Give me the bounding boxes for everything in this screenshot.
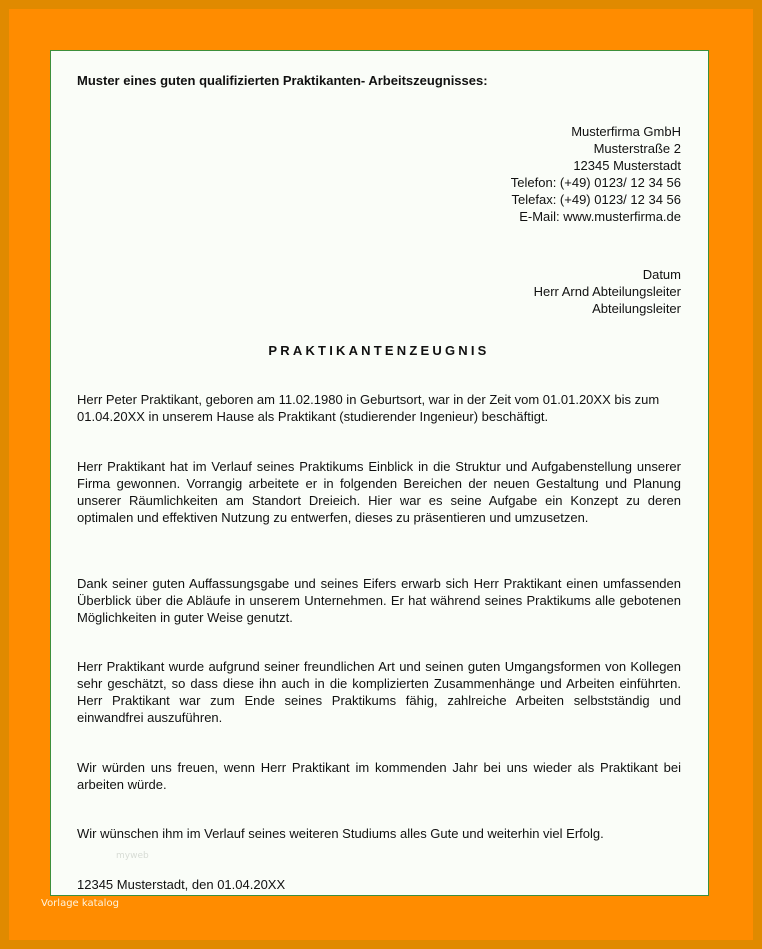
sender-fax: Telefax: (+49) 0123/ 12 34 56 (511, 192, 681, 207)
paragraph-tasks: Herr Praktikant hat im Verlauf seines Praktikums Einblick in die Struktur und Aufgabenstellung unserer Firma gewonnen. Vorrangig arbeitete er in folgenden Bereichen der neuen Gestaltung und Planung unserer Räumlichkeiten am Standort Dreieich. Hier war es seine Aufgabe ein Konzept zu deren optimalen und effektiven Nutzung zu entwerfen, dieses zu präsentieren und umzusetzen. (77, 459, 681, 525)
paragraph-conduct: Herr Praktikant wurde aufgrund seiner freundlichen Art und seinen guten Umgangsformen von Kollegen sehr geschätzt, so dass diese ihn auch in die komplizierten Zusammenhänge und Arbeiten einführten. Herr Praktikant war zum Ende seines Praktikums fähig, zahlreiche Arbeiten selbstständig und einwandfrei auszuführen. (77, 659, 681, 725)
recipient-block (381, 266, 681, 317)
document-sheet (50, 50, 709, 896)
recipient-role: Abteilungsleiter (592, 301, 681, 316)
sender-company: Musterfirma GmbH (571, 124, 681, 139)
recipient-name: Herr Arnd Abteilungsleiter (533, 284, 681, 299)
paragraph-performance: Dank seiner guten Auffassungsgabe und seines Eifers erwarb sich Herr Praktikant einen umfassenden Überblick über die Abläufe in unserem Unternehmen. Er hat während seines Praktikums alle gebotenen Möglichkeiten in guter Weise genutzt. (77, 576, 681, 625)
watermark-text: myweb (116, 851, 149, 861)
sender-email: E-Mail: www.musterfirma.de (519, 209, 681, 224)
sender-city: 12345 Musterstadt (573, 158, 681, 173)
document-title: PRAKTIKANTENZEUGNIS (268, 343, 490, 358)
document-heading: Muster eines guten qualifizierten Praktikanten- Arbeitszeugnisses: (77, 73, 488, 88)
closing-place-date: 12345 Musterstadt, den 01.04.20XX (77, 877, 286, 892)
footer-label: Vorlage katalog (41, 898, 119, 909)
paragraph-rehire: Wir würden uns freuen, wenn Herr Praktikant im kommenden Jahr bei uns wieder als Praktikant bei arbeiten würde. (77, 760, 681, 792)
date-label: Datum (642, 267, 681, 282)
paragraph-wishes: Wir wünschen ihm im Verlauf seines weiteren Studiums alles Gute und weiterhin viel Erfolg. (77, 826, 604, 841)
sender-phone: Telefon: (+49) 0123/ 12 34 56 (510, 175, 681, 190)
sender-address-block (381, 123, 681, 225)
sender-street: Musterstraße 2 (593, 141, 681, 156)
paragraph-intro: Herr Peter Praktikant, geboren am 11.02.1980 in Geburtsort, war in der Zeit vom 01.01.20XX bis zum 01.04.20XX in unserem Hause als Praktikant (studierender Ingenieur) beschäftigt. (77, 392, 660, 424)
